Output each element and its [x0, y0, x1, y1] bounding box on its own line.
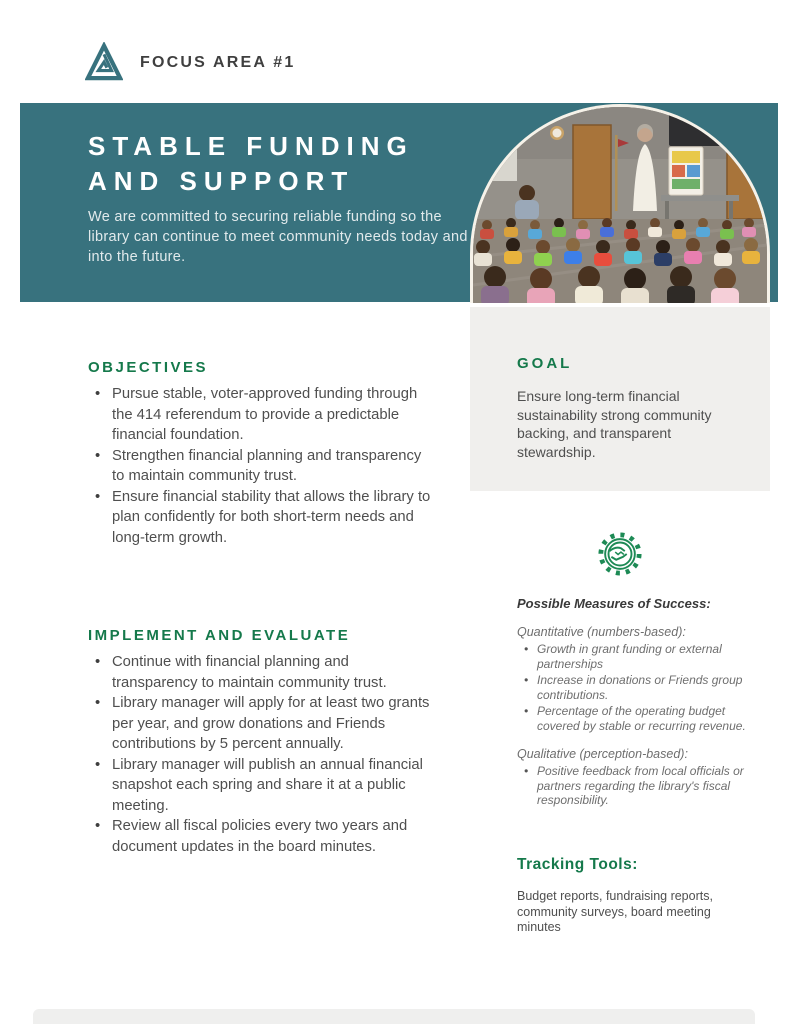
qualitative-list [517, 764, 763, 808]
objectives-list [88, 384, 432, 548]
tracking-tools-text: Budget reports, fundraising reports, community surveys, board meeting minutes [517, 889, 713, 934]
page-title-line1: STABLE FUNDING [88, 131, 414, 161]
measures-of-success-section [517, 596, 763, 810]
qualitative-item: • Positive feedback from local officials or partners regarding the library's fiscal responsibility. [517, 764, 763, 808]
quantitative-label: Quantitative (numbers-based): [517, 625, 686, 639]
next-page-edge [33, 1009, 755, 1024]
implement-item: • Review all fiscal policies every two years and document updates in the board minutes. [88, 816, 432, 857]
page-title [88, 129, 414, 199]
focus-area-label: FOCUS AREA #1 [140, 54, 296, 71]
quantitative-item: • Growth in grant funding or external partnerships [517, 642, 763, 671]
objectives-heading: OBJECTIVES [88, 359, 209, 376]
implement-item: • Library manager will publish an annual financial snapshot each spring and share it at a public meeting. [88, 755, 432, 817]
quantitative-item: • Percentage of the operating budget covered by stable or recurring revenue. [517, 704, 763, 733]
goal-text: Ensure long-term financial sustainability strong community backing, and transparent stewardship. [517, 388, 712, 460]
implement-evaluate-heading: IMPLEMENT AND EVALUATE [88, 627, 351, 644]
gear-handshake-icon [597, 530, 643, 583]
quantitative-list [517, 642, 763, 733]
objective-item: • Ensure financial stability that allows the library to plan confidently for both short-term needs and long-term growth. [88, 487, 432, 549]
implement-evaluate-list [88, 652, 432, 857]
implement-item: • Library manager will apply for at least two grants per year, and grow donations and Friends contributions by 5 percent annually. [88, 693, 432, 755]
page-title-line2: AND SUPPORT [88, 166, 355, 196]
qualitative-label: Qualitative (perception-based): [517, 747, 688, 761]
triangle-delta-logo-icon [85, 42, 123, 87]
implement-item: • Continue with financial planning and transparency to maintain community trust. [88, 652, 432, 693]
banner-description: We are committed to securing reliable funding so the library can continue to meet community needs today and into the future. [88, 209, 468, 265]
quantitative-item: • Increase in donations or Friends group contributions. [517, 673, 763, 702]
tracking-tools-heading: Tracking Tools: [517, 856, 638, 873]
measures-heading: Possible Measures of Success: [517, 596, 711, 611]
objective-item: • Pursue stable, voter-approved funding through the 414 referendum to provide a predictable financial foundation. [88, 384, 432, 446]
objective-item: • Strengthen financial planning and transparency to maintain community trust. [88, 446, 432, 487]
goal-heading: GOAL [517, 355, 573, 372]
goal-panel [470, 307, 770, 491]
